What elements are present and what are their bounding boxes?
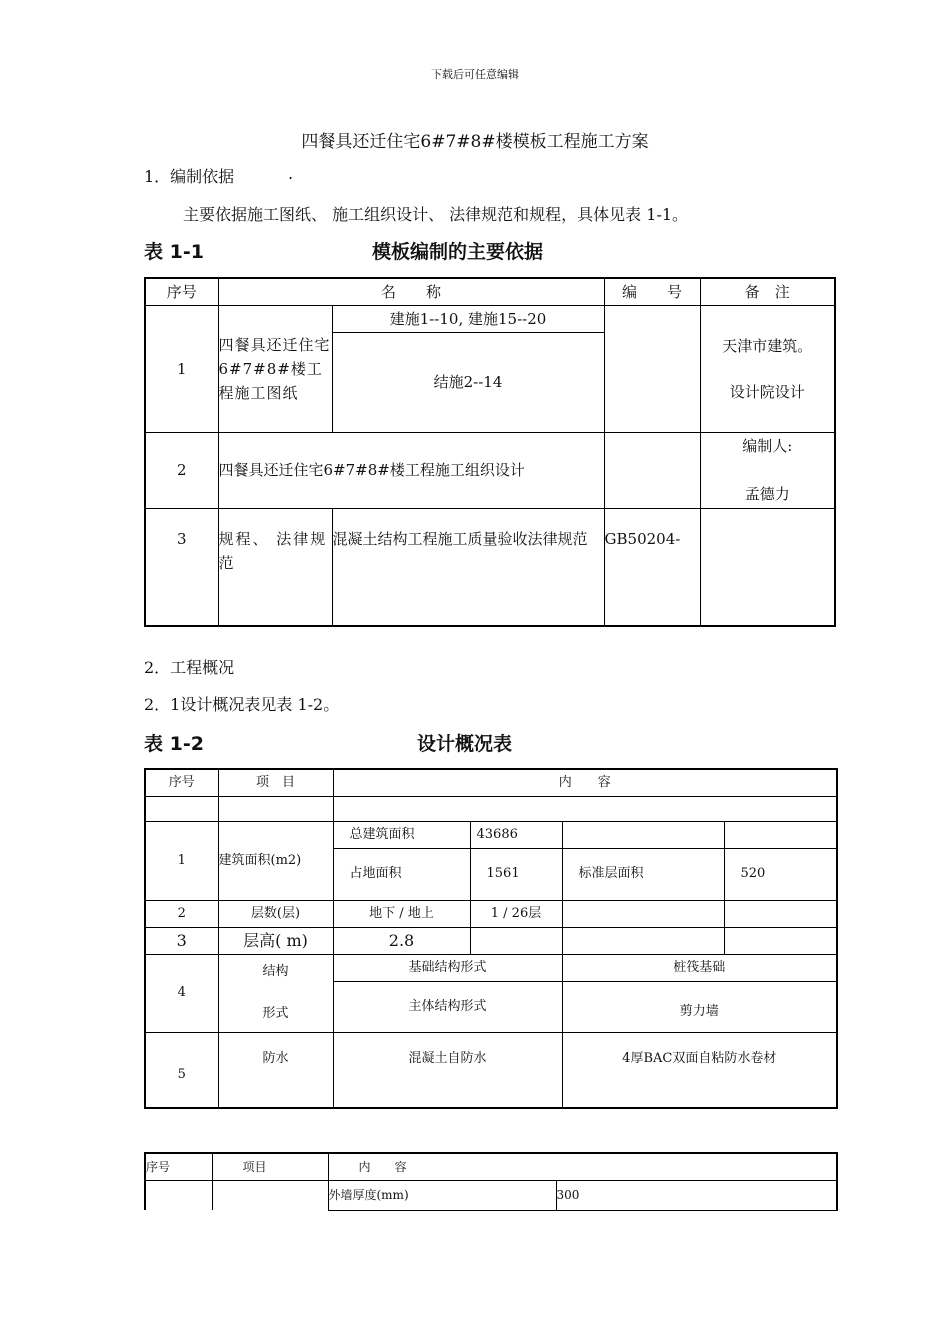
t2-r2-empty1 [562, 900, 724, 927]
row2-code [604, 432, 700, 508]
t2-empty-item [218, 796, 333, 821]
t2-r5-b: 4厚BAC双面自粘防水卷材 [562, 1032, 837, 1108]
section-2-heading: 2．工程概况 [144, 658, 235, 677]
t3-header-content: 内 容 [328, 1153, 837, 1180]
t3-r1-a: 外墙厚度(mm) [328, 1180, 556, 1210]
t2-header-no: 序号 [145, 769, 218, 796]
section-1-paragraph: 主要依据施工图纸、 施工组织设计、 法律规范和规程，具体见表 1-1。 [183, 205, 689, 224]
t2-r4-item [218, 954, 333, 1032]
t2-r1-c: 占地面积 [333, 848, 470, 900]
t2-r1-empty1 [562, 821, 724, 848]
t2-r4-d: 剪力墙 [562, 981, 837, 1032]
header-note: 备 注 [700, 278, 835, 305]
t2-r5-a: 混凝土自防水 [333, 1032, 562, 1108]
wall-table [144, 1152, 838, 1211]
t2-empty-content [333, 796, 837, 821]
t2-r1-no: 1 [145, 821, 218, 900]
row2-note [700, 432, 835, 508]
row1-note [700, 305, 835, 432]
t2-r4-a: 基础结构形式 [333, 954, 562, 981]
row1-note1: 天津市建筑。 [722, 336, 813, 355]
section-1-heading: 1．编制依据 [144, 167, 235, 186]
t2-r3-empty2 [562, 927, 724, 954]
t2-empty-no [145, 796, 218, 821]
t2-r2-b: 1 / 26层 [470, 900, 562, 927]
t2-r4-b: 桩筏基础 [562, 954, 837, 981]
row2-name: 四餐具还迁住宅6#7#8#楼工程施工组织设计 [218, 432, 604, 508]
t3-header-no: 序号 [145, 1153, 212, 1180]
page-title: 四餐具还迁住宅6#7#8#楼模板工程施工方案 [301, 132, 649, 152]
t2-r1-d: 1561 [470, 848, 562, 900]
t3-r1-item [212, 1180, 328, 1210]
watermark: 下载后可任意编辑 [431, 68, 519, 81]
row3-note [700, 508, 835, 626]
t2-r5-no: 5 [145, 1032, 218, 1108]
row3-no: 3 [145, 508, 218, 626]
table2-caption: 设计概况表 [417, 733, 513, 755]
t2-r1-a: 总建筑面积 [333, 821, 470, 848]
t2-r4-item1: 结构 [262, 964, 289, 979]
table1-label: 表 1-1 [144, 241, 204, 263]
t3-r1-b: 300 [556, 1180, 837, 1210]
t2-r4-item2: 形式 [262, 1006, 289, 1021]
t2-r4-c: 主体结构形式 [333, 981, 562, 1032]
row1-no: 1 [145, 305, 218, 432]
header-name: 名 称 [218, 278, 604, 305]
t2-r3-item: 层高( m) [218, 927, 333, 954]
t3-r1-no [145, 1180, 212, 1210]
t2-r1-empty2 [724, 821, 837, 848]
t2-r1-e: 标准层面积 [562, 848, 724, 900]
header-code: 编 号 [604, 278, 700, 305]
t2-r3-no: 3 [145, 927, 218, 954]
row1-note2: 设计院设计 [729, 382, 805, 401]
t2-r2-item: 层数(层) [218, 900, 333, 927]
t3-header-item: 项目 [212, 1153, 328, 1180]
t2-r3-empty1 [470, 927, 562, 954]
row2-note1: 编制人: [742, 437, 793, 455]
design-overview-table [144, 768, 838, 1109]
row3-sub: 混凝土结构工程施工质量验收法律规范 [332, 508, 604, 626]
t2-r1-item: 建筑面积(m2) [218, 821, 333, 900]
row2-note2: 孟德力 [744, 485, 790, 503]
row3-code: GB50204- [604, 508, 700, 626]
section-1-dot: . [288, 164, 294, 183]
row1-name: 四餐具还迁住宅6#7#8#楼工程施工图纸 [218, 305, 332, 432]
t2-r5-item: 防水 [218, 1032, 333, 1108]
t2-r4-no: 4 [145, 954, 218, 1032]
t2-r2-empty2 [724, 900, 837, 927]
t2-header-item: 项 目 [218, 769, 333, 796]
t2-r2-no: 2 [145, 900, 218, 927]
table1-caption: 模板编制的主要依据 [372, 241, 544, 263]
t2-r2-a: 地下 / 地上 [333, 900, 470, 927]
t2-r1-b: 43686 [470, 821, 562, 848]
row1-sub1: 建施1--10, 建施15--20 [332, 305, 604, 332]
t2-header-content: 内 容 [333, 769, 837, 796]
t2-r3-a: 2.8 [333, 927, 470, 954]
row1-code [604, 305, 700, 432]
section-2-sub: 2．1设计概况表见表 1-2。 [144, 695, 340, 714]
row3-name: 规程、 法律规范 [218, 508, 332, 626]
t2-r1-f: 520 [724, 848, 837, 900]
basis-table [144, 277, 836, 627]
row2-no: 2 [145, 432, 218, 508]
row1-sub2: 结施2--14 [332, 332, 604, 432]
table2-label: 表 1-2 [144, 733, 204, 755]
t2-r3-empty3 [724, 927, 837, 954]
header-no: 序号 [145, 278, 218, 305]
